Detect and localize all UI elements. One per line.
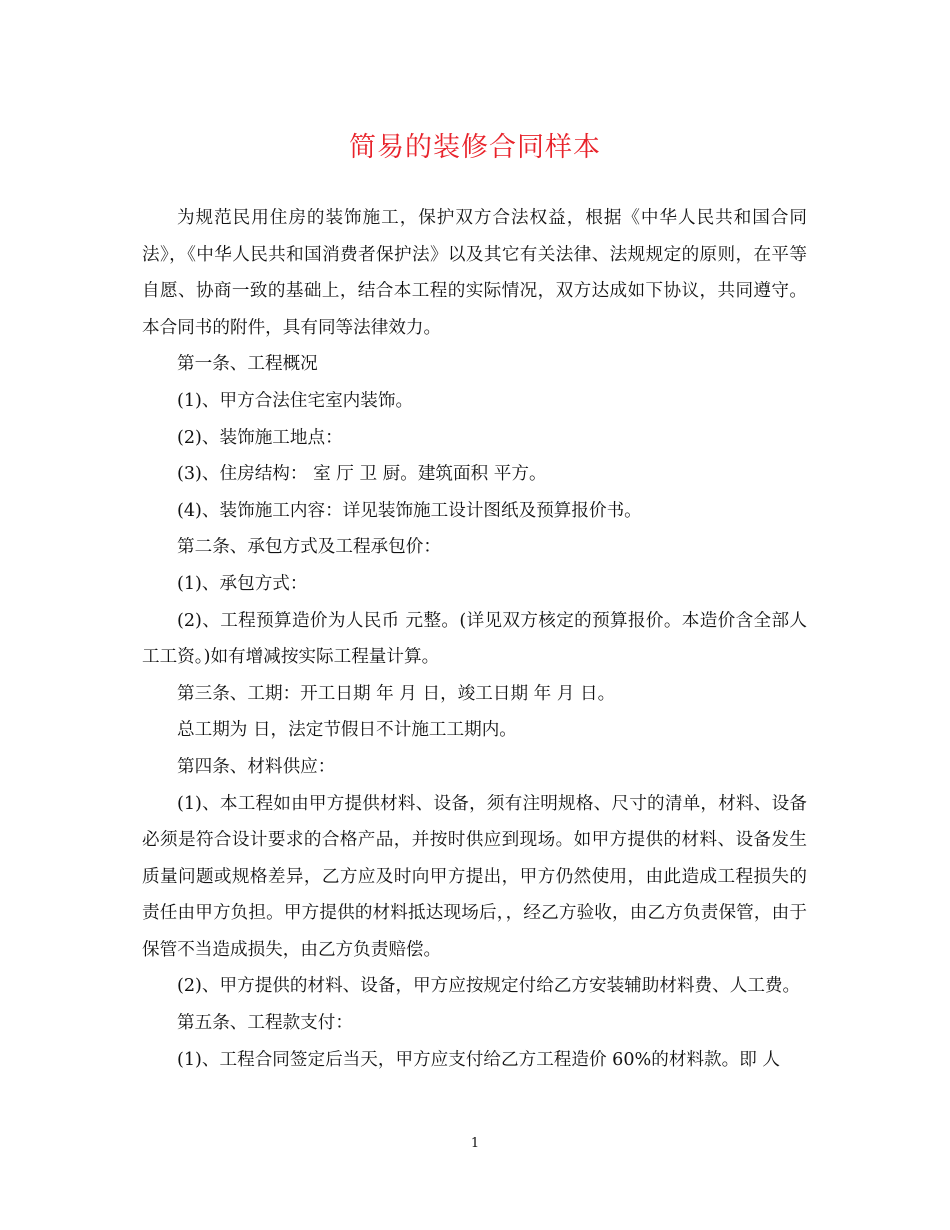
document-title: 简易的装修合同样本 bbox=[349, 132, 601, 163]
clause-paragraph: (1)、本工程如由甲方提供材料、设备，须有注明规格、尺寸的清单，材料、设备必须是符合设计要求的合格产品，并按时供应到现场。如甲方提供的材料、设备发生质量问题或规格差异，乙方应及时向甲方提出，甲方仍然使用，由此造成工程损失的责任由甲方负担。甲方提供的材料抵达现场后，，经乙方验收，由乙方负责保管，由于保管不当造成损失，由乙方负责赔偿。 bbox=[142, 793, 807, 960]
page-number: 1 bbox=[470, 1136, 480, 1151]
clause-paragraph: (1)、甲方合法住宅室内装饰。 bbox=[177, 390, 414, 411]
clause-paragraph: (4)、装饰施工内容：详见装饰施工设计图纸及预算报价书。 bbox=[177, 500, 642, 521]
clause-paragraph: (2)、甲方提供的材料、设备，甲方应按规定付给乙方安装辅助材料费、人工费。 bbox=[177, 976, 801, 997]
article-5-heading: 第五条、工程款支付： bbox=[177, 1013, 353, 1034]
article-3-heading: 第三条、工期：开工日期 年 月 日，竣工日期 年 月 日。 bbox=[177, 683, 616, 704]
clause-paragraph: (1)、工程合同签定后当天，甲方应支付给乙方工程造价 60%的材料款。即 人 bbox=[177, 1049, 781, 1070]
intro-paragraph: 为规范民用住房的装饰施工，保护双方合法权益，根据《中华人民共和国合同法》，《中华人民共和国消费者保护法》以及其它有关法律、法规规定的原则，在平等自愿、协商一致的基础上，结合本工程的实际情况，双方达成如下协议，共同遵守。本合同书的附件，具有同等法律效力。 bbox=[142, 208, 807, 338]
clause-paragraph: (2)、工程预算造价为人民币 元整。(详见双方核定的预算报价。本造价含全部人工工资。)如有增减按实际工程量计算。 bbox=[142, 610, 807, 668]
clause-paragraph: 总工期为 日，法定节假日不计施工工期内。 bbox=[177, 720, 517, 741]
article-1-heading: 第一条、工程概况 bbox=[177, 354, 318, 375]
article-4-heading: 第四条、材料供应： bbox=[177, 756, 336, 777]
clause-paragraph: (2)、装饰施工地点： bbox=[177, 427, 343, 448]
article-2-heading: 第二条、承包方式及工程承包价： bbox=[177, 537, 441, 558]
clause-paragraph: (3)、住房结构： 室 厅 卫 厨。建筑面积 平方。 bbox=[177, 464, 547, 485]
document-body bbox=[142, 200, 807, 1078]
clause-paragraph: (1)、承包方式： bbox=[177, 573, 308, 594]
